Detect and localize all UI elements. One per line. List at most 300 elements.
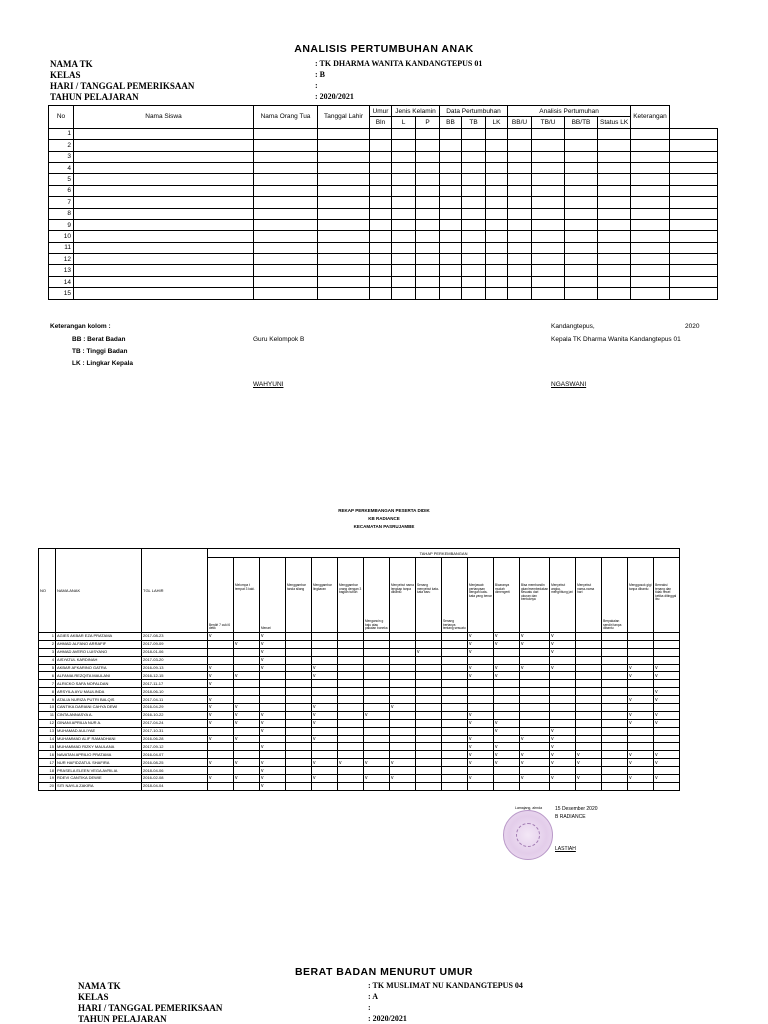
table-cell (318, 185, 370, 196)
table-cell (440, 174, 462, 185)
info-row (50, 58, 710, 69)
criterion-label-top: Menyebut nama lengkap tanpa dibantu (391, 583, 414, 595)
check-mark (338, 640, 364, 648)
table-cell (416, 151, 440, 162)
table-cell (392, 276, 416, 287)
table-cell (669, 140, 717, 151)
check-mark (390, 648, 416, 656)
table-cell (370, 265, 392, 276)
info-label: KELAS (78, 991, 109, 1002)
check-mark: v (628, 751, 654, 759)
check-mark (520, 727, 550, 735)
table-cell (318, 151, 370, 162)
info-row (50, 80, 710, 91)
check-mark (364, 688, 390, 696)
table-cell (392, 185, 416, 196)
check-mark (468, 782, 494, 790)
check-mark (494, 767, 520, 775)
check-mark (390, 688, 416, 696)
table-cell (440, 151, 462, 162)
table-cell (392, 288, 416, 299)
check-mark (602, 648, 628, 656)
info-label: TAHUN PELAJARAN (50, 91, 139, 102)
row-number: 14 (39, 735, 56, 743)
check-mark (442, 719, 468, 727)
table-cell (416, 265, 440, 276)
table-cell (565, 254, 598, 265)
check-mark (286, 656, 312, 664)
table-cell (74, 254, 254, 265)
table-cell (440, 276, 462, 287)
check-mark (628, 656, 654, 664)
check-mark: v (654, 775, 680, 783)
criterion-label-top: Menggambar lingkaran (313, 583, 332, 591)
check-mark (390, 633, 416, 641)
table-cell (631, 140, 670, 151)
check-mark (442, 696, 468, 704)
check-mark: v (494, 759, 520, 767)
check-mark (260, 751, 286, 759)
info-value: : B (315, 70, 325, 79)
check-mark (442, 640, 468, 648)
check-mark (286, 751, 312, 759)
check-mark (442, 782, 468, 790)
check-mark (208, 688, 234, 696)
table-cell (416, 254, 440, 265)
check-mark (234, 743, 260, 751)
check-mark (338, 735, 364, 743)
table-cell (416, 185, 440, 196)
check-mark (602, 727, 628, 735)
sign-org: B RADIANCE (555, 814, 586, 820)
check-mark (338, 782, 364, 790)
check-mark (390, 680, 416, 688)
check-mark (286, 775, 312, 783)
student-name: NUR HAFIDZATUL SHAFIRA (56, 759, 142, 767)
check-mark (576, 633, 602, 641)
table-cell (565, 219, 598, 230)
check-mark (416, 735, 442, 743)
table-row (39, 633, 680, 641)
table-cell (631, 219, 670, 230)
check-mark: v (520, 751, 550, 759)
criterion-header (602, 558, 628, 633)
row-number: 11 (39, 711, 56, 719)
info-row (78, 1002, 738, 1013)
info-row (78, 991, 738, 1002)
table-cell (462, 265, 486, 276)
table-row (39, 782, 680, 790)
check-mark: v (260, 727, 286, 735)
table-cell (508, 265, 532, 276)
table-cell (532, 197, 565, 208)
birth-date: 2016-04-07 (142, 751, 208, 759)
check-mark: v (312, 664, 338, 672)
criterion-header (550, 558, 576, 633)
table-cell (254, 219, 318, 230)
table-cell (370, 242, 392, 253)
table-cell (392, 219, 416, 230)
student-name: AGIES AKBAR EZA PRATAMA (56, 633, 142, 641)
table-cell (669, 208, 717, 219)
info-value: : (368, 1003, 371, 1012)
check-mark (208, 767, 234, 775)
table-row (39, 648, 680, 656)
table-row (49, 162, 718, 173)
check-mark (260, 688, 286, 696)
check-mark (602, 688, 628, 696)
table-cell (598, 276, 631, 287)
check-mark (576, 704, 602, 712)
check-mark (550, 688, 576, 696)
table-cell (486, 254, 508, 265)
check-mark (416, 672, 442, 680)
header-bbu: BB/U (508, 117, 532, 128)
table-cell (598, 151, 631, 162)
check-mark: v (628, 672, 654, 680)
check-mark (390, 672, 416, 680)
info-label: NAMA TK (78, 980, 121, 991)
check-mark (234, 782, 260, 790)
table-cell (370, 162, 392, 173)
table-cell (565, 242, 598, 253)
check-mark: v (208, 696, 234, 704)
table-cell (318, 288, 370, 299)
check-mark (442, 711, 468, 719)
check-mark (416, 696, 442, 704)
header-tgl-lahir: TGL LAHIR (142, 549, 208, 633)
table-cell (532, 162, 565, 173)
check-mark (576, 656, 602, 664)
table-cell (462, 140, 486, 151)
criterion-header (494, 558, 520, 633)
check-mark (602, 680, 628, 688)
check-mark: v (260, 656, 286, 664)
table-cell (598, 242, 631, 253)
check-mark (208, 751, 234, 759)
check-mark (338, 664, 364, 672)
criterion-header (576, 558, 602, 633)
table-cell (598, 128, 631, 139)
check-mark (312, 688, 338, 696)
check-mark: v (390, 759, 416, 767)
table-cell (462, 254, 486, 265)
check-mark: v (494, 727, 520, 735)
kepala-label: Kepala TK Dharma Wanita Kandangtepus 01 (551, 336, 681, 343)
guru-label: Guru Kelompok B (253, 336, 305, 343)
row-number: 9 (49, 219, 74, 230)
student-name: ARSYILA AYU MAULINDA (56, 688, 142, 696)
check-mark: v (654, 688, 680, 696)
check-mark (576, 640, 602, 648)
check-mark (576, 696, 602, 704)
check-mark: v (234, 775, 260, 783)
check-mark (390, 719, 416, 727)
check-mark: v (208, 711, 234, 719)
table-row (39, 727, 680, 735)
check-mark (550, 782, 576, 790)
table-cell (74, 288, 254, 299)
check-mark (628, 782, 654, 790)
check-mark (576, 743, 602, 751)
check-mark: v (416, 648, 442, 656)
table-cell (486, 219, 508, 230)
row-number: 5 (49, 174, 74, 185)
check-mark (602, 640, 628, 648)
check-mark: v (208, 672, 234, 680)
table-cell (74, 265, 254, 276)
table-cell (486, 185, 508, 196)
row-number: 6 (49, 185, 74, 196)
check-mark (286, 688, 312, 696)
criterion-header (364, 558, 390, 633)
row-number: 17 (39, 759, 56, 767)
check-mark (312, 743, 338, 751)
check-mark (602, 735, 628, 743)
table-row (49, 265, 718, 276)
check-mark (286, 743, 312, 751)
table-cell (598, 185, 631, 196)
table-cell (631, 162, 670, 173)
check-mark: v (208, 680, 234, 688)
check-mark (602, 664, 628, 672)
table-cell (370, 276, 392, 287)
student-name: ALFANIA REZQITA MAULANI (56, 672, 142, 680)
check-mark (442, 751, 468, 759)
check-mark (286, 680, 312, 688)
check-mark: v (520, 735, 550, 743)
check-mark (576, 688, 602, 696)
check-mark (520, 688, 550, 696)
check-mark (468, 656, 494, 664)
table-cell (254, 162, 318, 173)
check-mark (576, 711, 602, 719)
criterion-label-bottom: Senang bertanya tentang sesuatu (443, 619, 466, 631)
criterion-label-bottom: Menari (261, 626, 271, 631)
table-cell (462, 151, 486, 162)
student-name: AKBAR AFKARINO GATRA (56, 664, 142, 672)
header-tb: TB (462, 117, 486, 128)
table-cell (565, 162, 598, 173)
check-mark: v (234, 704, 260, 712)
check-mark (494, 696, 520, 704)
check-mark (654, 743, 680, 751)
signature-guru: WAHYUNI (253, 381, 284, 388)
check-mark (654, 648, 680, 656)
table-cell (370, 151, 392, 162)
criterion-label-top: Bereaksi tenang dan tidak rewel ketika ditinggal ibu (655, 583, 677, 602)
birth-date: 2017-10-31 (142, 727, 208, 735)
row-number: 13 (49, 265, 74, 276)
check-mark: v (234, 640, 260, 648)
check-mark (364, 680, 390, 688)
header-bln: Bln (370, 117, 392, 128)
table-cell (254, 151, 318, 162)
check-mark (520, 711, 550, 719)
table-cell (416, 219, 440, 230)
table-cell (392, 265, 416, 276)
table-cell (462, 219, 486, 230)
info-row (50, 69, 710, 80)
criterion-header (416, 558, 442, 633)
check-mark: v (260, 664, 286, 672)
info-value: : (315, 81, 318, 90)
table-row (49, 231, 718, 242)
check-mark (416, 751, 442, 759)
table-cell (74, 128, 254, 139)
check-mark (494, 782, 520, 790)
check-mark (260, 696, 286, 704)
check-mark: v (468, 640, 494, 648)
check-mark (364, 719, 390, 727)
check-mark (654, 633, 680, 641)
table-cell (392, 140, 416, 151)
check-mark (494, 680, 520, 688)
check-mark: v (468, 759, 494, 767)
table-row (39, 688, 680, 696)
table-cell (462, 174, 486, 185)
check-mark (416, 775, 442, 783)
table-cell (370, 185, 392, 196)
student-name: AHMAD ALFANO ARRAFIF (56, 640, 142, 648)
check-mark (576, 767, 602, 775)
note-bb: BB : Berat Badan (72, 336, 126, 343)
check-mark (416, 704, 442, 712)
check-mark (494, 711, 520, 719)
table-cell (631, 242, 670, 253)
check-mark (520, 656, 550, 664)
table-cell (508, 162, 532, 173)
table-cell (486, 128, 508, 139)
check-mark (364, 648, 390, 656)
check-mark: v (628, 759, 654, 767)
table-row (49, 242, 718, 253)
birth-date: 2018-04-06 (142, 767, 208, 775)
table-cell (416, 242, 440, 253)
check-mark: v (260, 633, 286, 641)
criterion-label-top: Melompa t tempat 3 kaki. (235, 583, 255, 591)
table-cell (74, 219, 254, 230)
table-row (49, 185, 718, 196)
table-row (39, 719, 680, 727)
check-mark (234, 767, 260, 775)
check-mark (602, 656, 628, 664)
table-cell (486, 162, 508, 173)
table-cell (370, 197, 392, 208)
check-mark: v (576, 751, 602, 759)
check-mark (576, 672, 602, 680)
check-mark (550, 680, 576, 688)
row-number: 6 (39, 672, 56, 680)
table-cell (486, 208, 508, 219)
table-cell (416, 197, 440, 208)
table-cell (462, 208, 486, 219)
check-mark (312, 680, 338, 688)
table-cell (486, 140, 508, 151)
info-value: : 2020/2021 (368, 1014, 407, 1023)
criterion-label-top: Bicaranya mudah dimengerti (495, 583, 510, 595)
check-mark (416, 640, 442, 648)
table-cell (669, 276, 717, 287)
row-number: 8 (39, 688, 56, 696)
check-mark (576, 782, 602, 790)
table-cell (392, 128, 416, 139)
table-cell (532, 265, 565, 276)
check-mark: v (468, 735, 494, 743)
check-mark (338, 648, 364, 656)
header-umur: Umur (370, 106, 392, 117)
check-mark (416, 656, 442, 664)
check-mark: v (494, 633, 520, 641)
table-cell (440, 208, 462, 219)
table-cell (416, 162, 440, 173)
table-cell (392, 174, 416, 185)
check-mark (208, 656, 234, 664)
table-cell (254, 276, 318, 287)
table-cell (565, 151, 598, 162)
info-label: HARI / TANGGAL PEMERIKSAAN (78, 1002, 223, 1013)
check-mark (520, 704, 550, 712)
table-cell (508, 254, 532, 265)
check-mark: v (494, 664, 520, 672)
check-mark (442, 735, 468, 743)
table-cell (598, 231, 631, 242)
table-cell (74, 197, 254, 208)
info-row (50, 91, 710, 102)
student-name: SITI NAYLA ZAKIRA (56, 782, 142, 790)
check-mark (494, 656, 520, 664)
check-mark: v (260, 743, 286, 751)
check-mark: v (312, 775, 338, 783)
table-cell (254, 185, 318, 196)
table-cell (669, 242, 717, 253)
table-cell (532, 219, 565, 230)
student-name: ALRICKO SAFA NOFALDAN (56, 680, 142, 688)
info-label: HARI / TANGGAL PEMERIKSAAN (50, 80, 195, 91)
check-mark: v (364, 775, 390, 783)
check-mark (286, 767, 312, 775)
table-cell (669, 197, 717, 208)
check-mark (286, 704, 312, 712)
student-name: AISYATUL KARDINAH (56, 656, 142, 664)
criterion-header (390, 558, 416, 633)
check-mark (602, 633, 628, 641)
table-cell (74, 242, 254, 253)
criterion-header (520, 558, 550, 633)
check-mark (364, 727, 390, 735)
check-mark (442, 767, 468, 775)
criterion-header (312, 558, 338, 633)
check-mark (442, 704, 468, 712)
check-mark: v (494, 672, 520, 680)
table-cell (440, 162, 462, 173)
check-mark: v (654, 711, 680, 719)
info-label: KELAS (50, 69, 81, 80)
check-mark (442, 688, 468, 696)
table-cell (565, 197, 598, 208)
table-cell (318, 128, 370, 139)
table-cell (669, 185, 717, 196)
check-mark (312, 656, 338, 664)
header-no: No (49, 106, 74, 129)
check-mark: v (654, 719, 680, 727)
check-mark: v (338, 759, 364, 767)
criterion-label-top: Menyebut angka, menghitung jari (551, 583, 573, 595)
check-mark (234, 688, 260, 696)
row-number: 12 (49, 254, 74, 265)
header-bb: BB (440, 117, 462, 128)
check-mark (390, 640, 416, 648)
